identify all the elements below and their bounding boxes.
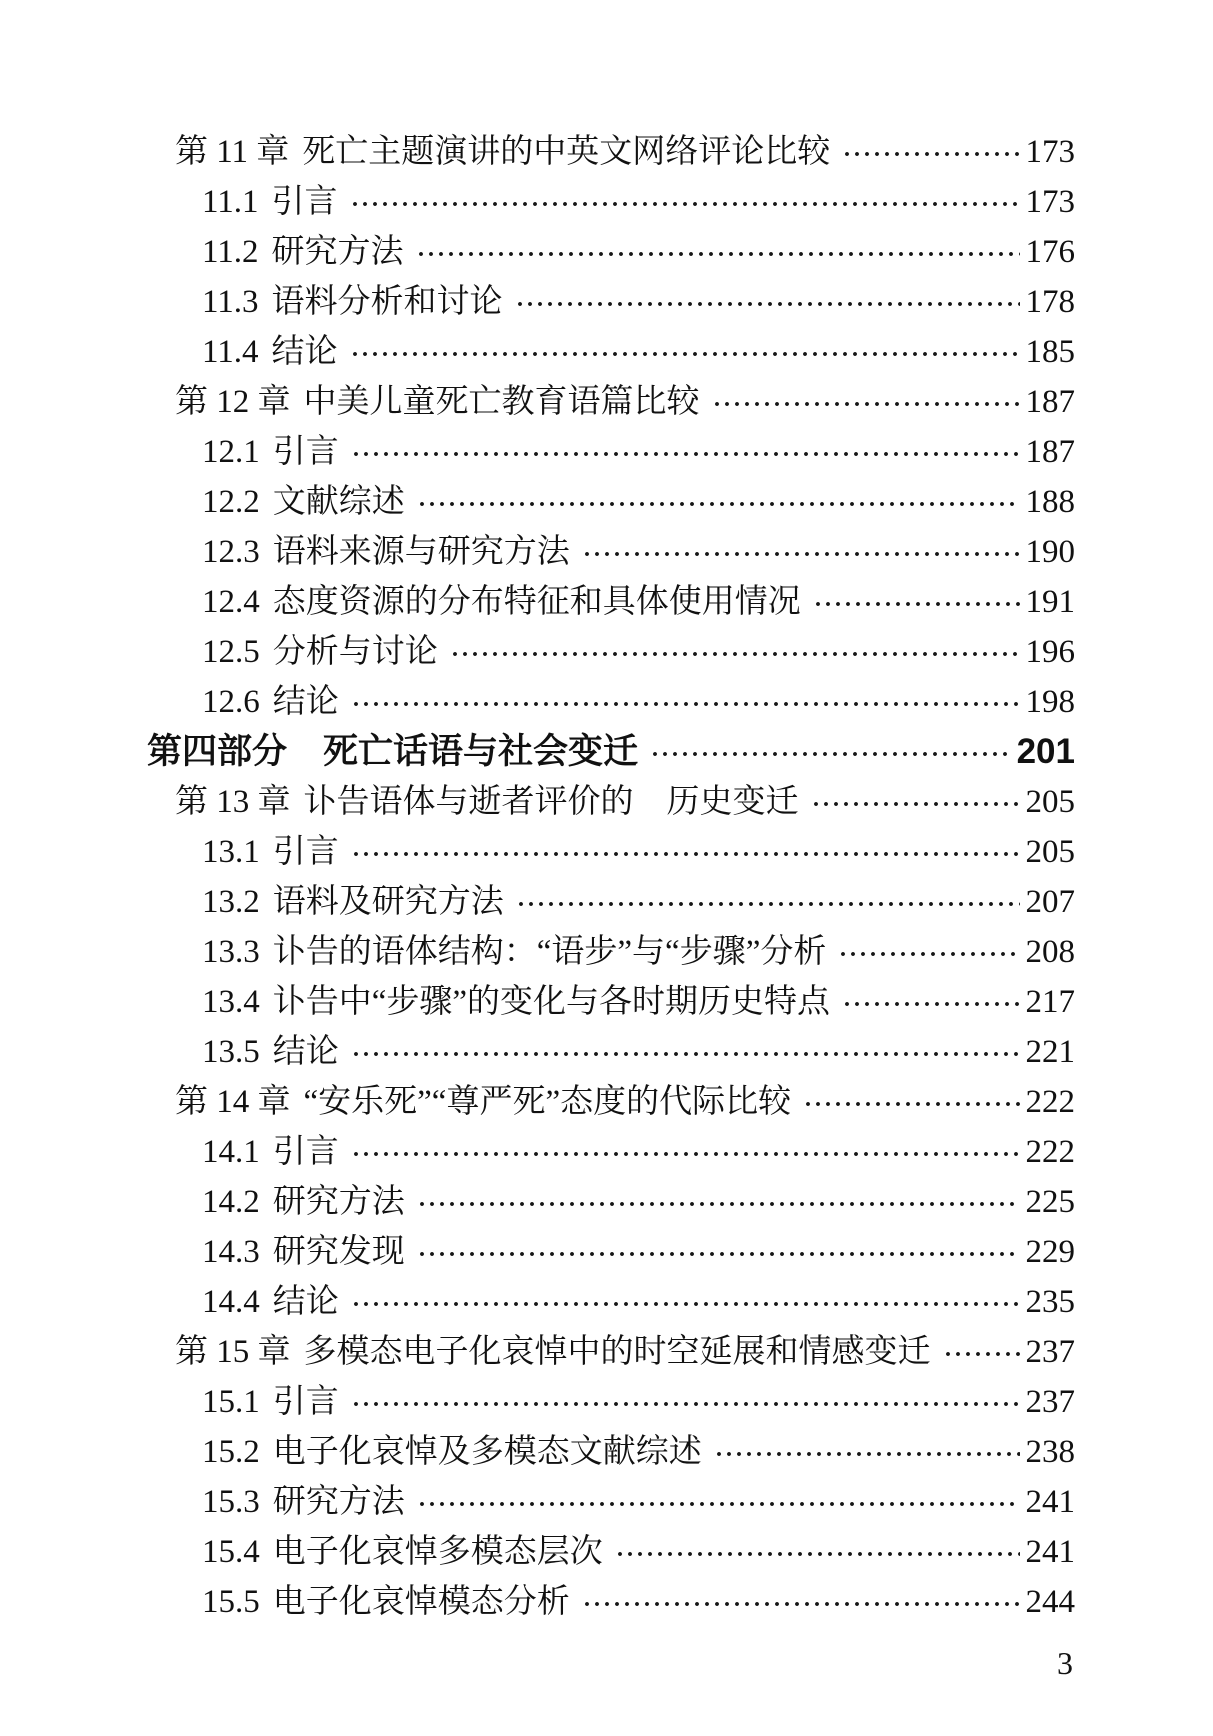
dot-leader <box>842 977 1019 1027</box>
toc-entry-label: 13.2 <box>202 884 260 920</box>
toc-entry-title: 电子化哀悼模态分析 <box>272 1584 570 1620</box>
dot-leader <box>842 127 1019 177</box>
toc-entry-page: 225 <box>1025 1184 1075 1220</box>
toc-entry-page: 176 <box>1025 234 1075 270</box>
toc-entry-section <box>147 1477 1075 1527</box>
toc-entry-title: 引言 <box>272 1134 339 1170</box>
toc-entry-section <box>147 1377 1075 1427</box>
toc-entry-title: 讣告语体与逝者评价的 历史变迁 <box>303 784 799 820</box>
toc-entry-label: 12.4 <box>202 584 260 620</box>
toc-entry-title: 结论 <box>271 334 338 370</box>
toc-entry-part <box>147 727 1075 777</box>
toc-entry-page: 205 <box>1025 834 1075 870</box>
dot-leader <box>351 1027 1020 1077</box>
dot-leader <box>351 1127 1020 1177</box>
dot-leader <box>582 1577 1020 1627</box>
toc-entry-section <box>147 577 1075 627</box>
dot-leader <box>450 627 1020 677</box>
toc-entry-section <box>147 227 1075 277</box>
dot-leader <box>650 727 1011 777</box>
toc-entry-page: 222 <box>1025 1084 1075 1120</box>
toc-entry-chapter <box>147 377 1075 427</box>
toc-entry-label: 第 15 章 <box>175 1334 291 1370</box>
toc-entry-section <box>147 877 1075 927</box>
toc-entry-page: 222 <box>1025 1134 1075 1170</box>
toc-entry-chapter <box>147 1077 1075 1127</box>
dot-leader <box>515 277 1020 327</box>
toc-entry-page: 237 <box>1025 1384 1075 1420</box>
toc-entry-label: 13.5 <box>202 1034 260 1070</box>
toc-entry-title: 分析与讨论 <box>272 634 438 670</box>
dot-leader <box>351 1377 1020 1427</box>
toc-entry-section <box>147 177 1075 227</box>
toc-entry-label: 第 13 章 <box>175 784 291 820</box>
toc-entry-chapter <box>147 127 1075 177</box>
toc-entry-label: 11.4 <box>202 334 259 370</box>
dot-leader <box>712 377 1020 427</box>
toc-entry-title: “安乐死”“尊严死”态度的代际比较 <box>303 1084 792 1120</box>
toc-entry-page: 173 <box>1025 184 1075 220</box>
toc-entry-title: 中美儿童死亡教育语篇比较 <box>303 384 700 420</box>
toc-entry-label: 14.1 <box>202 1134 260 1170</box>
toc-entry-section <box>147 977 1075 1027</box>
toc-entry-section <box>147 327 1075 377</box>
toc-entry-page: 237 <box>1025 1334 1075 1370</box>
dot-leader <box>516 877 1020 927</box>
dot-leader <box>417 1177 1020 1227</box>
toc-entry-section <box>147 1127 1075 1177</box>
toc-entry-label: 15.2 <box>202 1434 260 1470</box>
toc-entry-page: 241 <box>1025 1484 1075 1520</box>
toc-entry-page: 188 <box>1025 484 1075 520</box>
dot-leader <box>417 477 1020 527</box>
toc-entry-title: 电子化哀悼及多模态文献综述 <box>272 1434 702 1470</box>
toc-entry-label: 15.1 <box>202 1384 260 1420</box>
toc-entry-label: 13.1 <box>202 834 260 870</box>
toc-entry-title: 研究方法 <box>272 1184 405 1220</box>
dot-leader <box>417 1227 1020 1277</box>
toc-entry-label: 第四部分 <box>147 732 288 771</box>
toc-entry-label: 第 14 章 <box>175 1084 291 1120</box>
toc-entry-section <box>147 827 1075 877</box>
toc-entry-title: 研究方法 <box>271 234 404 270</box>
toc-entry-section <box>147 1177 1075 1227</box>
toc-entry-label: 15.5 <box>202 1584 260 1620</box>
toc-entry-page: 229 <box>1025 1234 1075 1270</box>
toc-entry-page: 198 <box>1025 684 1075 720</box>
toc-entry-title: 态度资源的分布特征和具体使用情况 <box>272 584 801 620</box>
toc-entry-chapter <box>147 1327 1075 1377</box>
toc-entry-label: 第 11 章 <box>175 134 290 170</box>
toc-entry-section <box>147 427 1075 477</box>
toc-entry-section <box>147 1027 1075 1077</box>
dot-leader <box>803 1077 1019 1127</box>
toc-entry-title: 多模态电子化哀悼中的时空延展和情感变迁 <box>303 1334 931 1370</box>
toc-entry-label: 15.4 <box>202 1534 260 1570</box>
toc-entry-page: 191 <box>1025 584 1075 620</box>
dot-leader <box>811 777 1020 827</box>
toc-entry-title: 引言 <box>272 1384 339 1420</box>
toc-entry-page: 235 <box>1025 1284 1075 1320</box>
toc-entry-page: 190 <box>1025 534 1075 570</box>
toc-entry-title: 语料来源与研究方法 <box>272 534 570 570</box>
toc-entry-section <box>147 677 1075 727</box>
toc-entry-section <box>147 1527 1075 1577</box>
toc-entry-page: 201 <box>1016 732 1075 771</box>
toc-entry-page: 238 <box>1025 1434 1075 1470</box>
toc-entry-section <box>147 527 1075 577</box>
toc-entry-section <box>147 277 1075 327</box>
toc-entry-section <box>147 1577 1075 1627</box>
toc-entry-label: 11.3 <box>202 284 259 320</box>
toc-entry-label: 13.4 <box>202 984 260 1020</box>
toc-entry-label: 12.2 <box>202 484 260 520</box>
toc-entry-title: 结论 <box>272 1034 339 1070</box>
dot-leader <box>714 1427 1020 1477</box>
toc-entry-page: 173 <box>1025 134 1075 170</box>
toc-entry-label: 14.2 <box>202 1184 260 1220</box>
toc-entry-page: 187 <box>1025 384 1075 420</box>
toc-entry-title: 结论 <box>272 684 339 720</box>
dot-leader <box>351 677 1020 727</box>
toc-entry-page: 207 <box>1025 884 1075 920</box>
toc-entry-page: 217 <box>1025 984 1075 1020</box>
toc-entry-label: 15.3 <box>202 1484 260 1520</box>
dot-leader <box>582 527 1020 577</box>
toc-entry-label: 第 12 章 <box>175 384 291 420</box>
toc-entry-label: 11.2 <box>202 234 259 270</box>
toc-entry-label: 12.3 <box>202 534 260 570</box>
dot-leader <box>416 227 1020 277</box>
toc-entry-page: 244 <box>1025 1584 1075 1620</box>
dot-leader <box>417 1477 1020 1527</box>
toc-entry-title: 死亡话语与社会变迁 <box>323 732 639 771</box>
toc-entry-title: 文献综述 <box>272 484 405 520</box>
toc-entry-title: 讣告中“步骤”的变化与各时期历史特点 <box>272 984 831 1020</box>
toc-entry-label: 14.3 <box>202 1234 260 1270</box>
toc-entry-page: 205 <box>1025 784 1075 820</box>
toc-entry-page: 208 <box>1025 934 1075 970</box>
toc-entry-title: 引言 <box>271 184 338 220</box>
toc-entry-page: 241 <box>1025 1534 1075 1570</box>
footer-page-number: 3 <box>1057 1645 1073 1681</box>
toc-entry-chapter <box>147 777 1075 827</box>
toc-entry-label: 13.3 <box>202 934 260 970</box>
dot-leader <box>943 1327 1020 1377</box>
toc-entry-section <box>147 1227 1075 1277</box>
toc-entry-title: 引言 <box>272 434 339 470</box>
toc-list <box>147 127 1075 1627</box>
dot-leader <box>351 827 1020 877</box>
toc-entry-page: 196 <box>1025 634 1075 670</box>
dot-leader <box>615 1527 1020 1577</box>
dot-leader <box>350 327 1020 377</box>
toc-entry-label: 12.1 <box>202 434 260 470</box>
toc-entry-section <box>147 477 1075 527</box>
toc-entry-label: 12.6 <box>202 684 260 720</box>
toc-entry-page: 221 <box>1025 1034 1075 1070</box>
toc-entry-title: 研究方法 <box>272 1484 405 1520</box>
toc-entry-label: 12.5 <box>202 634 260 670</box>
toc-entry-title: 研究发现 <box>272 1234 405 1270</box>
toc-entry-page: 185 <box>1025 334 1075 370</box>
toc-entry-title: 讣告的语体结构：“语步”与“步骤”分析 <box>272 934 827 970</box>
toc-entry-title: 引言 <box>272 834 339 870</box>
toc-entry-title: 语料分析和讨论 <box>271 284 503 320</box>
toc-entry-page: 187 <box>1025 434 1075 470</box>
toc-entry-section <box>147 1427 1075 1477</box>
dot-leader <box>350 177 1020 227</box>
toc-entry-label: 11.1 <box>202 184 259 220</box>
toc-entry-section <box>147 627 1075 677</box>
toc-entry-title: 语料及研究方法 <box>272 884 504 920</box>
dot-leader <box>351 427 1020 477</box>
dot-leader <box>838 927 1019 977</box>
toc-entry-title: 电子化哀悼多模态层次 <box>272 1534 603 1570</box>
toc-entry-title: 结论 <box>272 1284 339 1320</box>
dot-leader <box>813 577 1020 627</box>
toc-entry-title: 死亡主题演讲的中英文网络评论比较 <box>302 134 831 170</box>
toc-entry-page: 178 <box>1025 284 1075 320</box>
toc-entry-section <box>147 1277 1075 1327</box>
toc-entry-section <box>147 927 1075 977</box>
dot-leader <box>351 1277 1020 1327</box>
toc-entry-label: 14.4 <box>202 1284 260 1320</box>
